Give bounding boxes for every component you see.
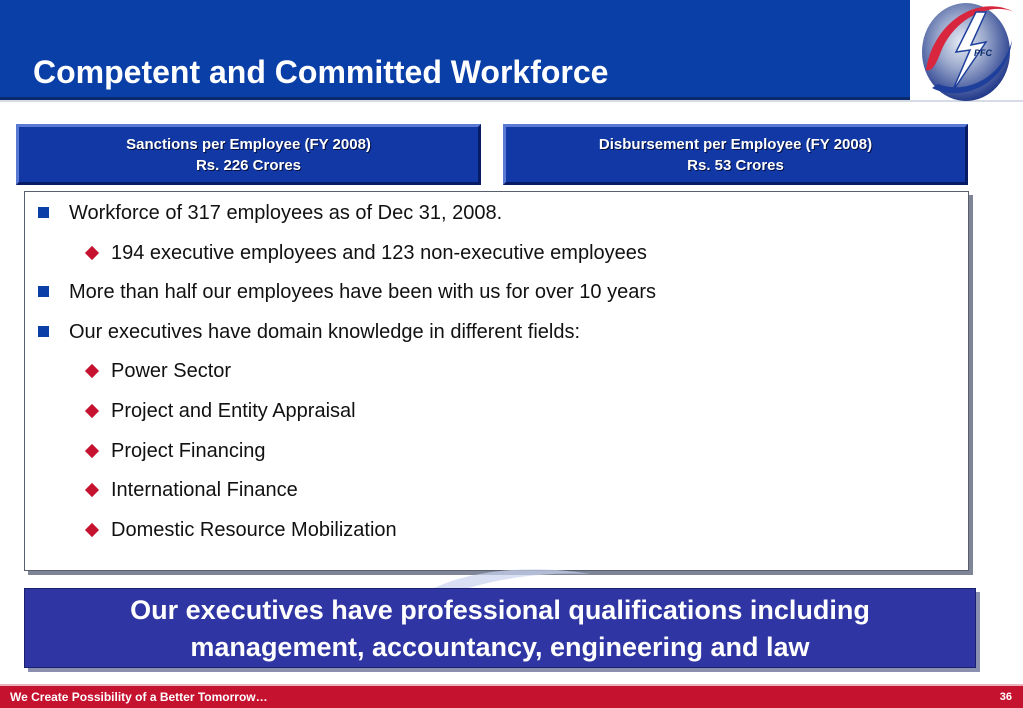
callout-text [130, 590, 870, 666]
bullet-text: Power Sector [111, 360, 232, 383]
page-title: Competent and Committed Workforce [33, 54, 609, 90]
diamond-bullet-icon [85, 523, 99, 537]
sub-bullet-item [25, 518, 656, 558]
footer-tagline: We Create Possibility of a Better Tomorrow… [10, 690, 268, 704]
square-bullet-icon [38, 207, 49, 218]
callout-box [24, 588, 976, 668]
bullet-item [25, 280, 656, 320]
stat-box-sanctions [16, 124, 481, 185]
pfc-lightning-globe-logo-icon [908, 0, 1023, 104]
sub-bullet-item [25, 359, 656, 399]
bullet-text: 194 executive employees and 123 non-executive employees [111, 241, 647, 264]
bullet-item [25, 201, 656, 241]
diamond-bullet-icon [85, 443, 99, 457]
header-bar [0, 0, 910, 100]
sub-bullet-item [25, 399, 656, 439]
diamond-bullet-icon [85, 483, 99, 497]
bullet-text: More than half our employees have been with us for over 10 years [69, 281, 656, 304]
bullet-text: Workforce of 317 employees as of Dec 31, 2008. [69, 202, 503, 224]
bullet-text: Project Financing [111, 439, 266, 462]
bullet-text: Domestic Resource Mobilization [111, 518, 397, 541]
bullet-text: International Finance [111, 479, 298, 502]
footer-bar [0, 684, 1023, 708]
bullet-text: Our executives have domain knowledge in different fields: [69, 320, 581, 343]
stat-value: Rs. 53 Crores [687, 156, 784, 174]
stat-box-disbursement [503, 124, 968, 185]
content-box [24, 191, 969, 571]
bullet-text: Project and Entity Appraisal [111, 399, 356, 422]
stat-label: Disbursement per Employee (FY 2008) [598, 135, 873, 153]
pfc-logo [908, 0, 1023, 104]
callout-line-2: management, accountancy, engineering and law [190, 632, 810, 662]
square-bullet-icon [38, 326, 49, 337]
stat-label: Sanctions per Employee (FY 2008) [126, 135, 371, 153]
square-bullet-icon [38, 286, 49, 297]
sub-bullet-item [25, 241, 656, 281]
sub-bullet-item [25, 439, 656, 479]
sub-bullet-item [25, 478, 656, 518]
bullet-list [25, 201, 656, 557]
stat-value: Rs. 226 Crores [195, 156, 302, 174]
bullet-item [25, 320, 656, 360]
diamond-bullet-icon [85, 404, 99, 418]
header-divider [0, 100, 1023, 102]
callout-line-1: Our executives have professional qualifications including [130, 595, 870, 625]
logo-wordmark: PFC [974, 48, 992, 58]
diamond-bullet-icon [85, 246, 99, 260]
page-number: 36 [999, 691, 1012, 703]
diamond-bullet-icon [85, 364, 99, 378]
